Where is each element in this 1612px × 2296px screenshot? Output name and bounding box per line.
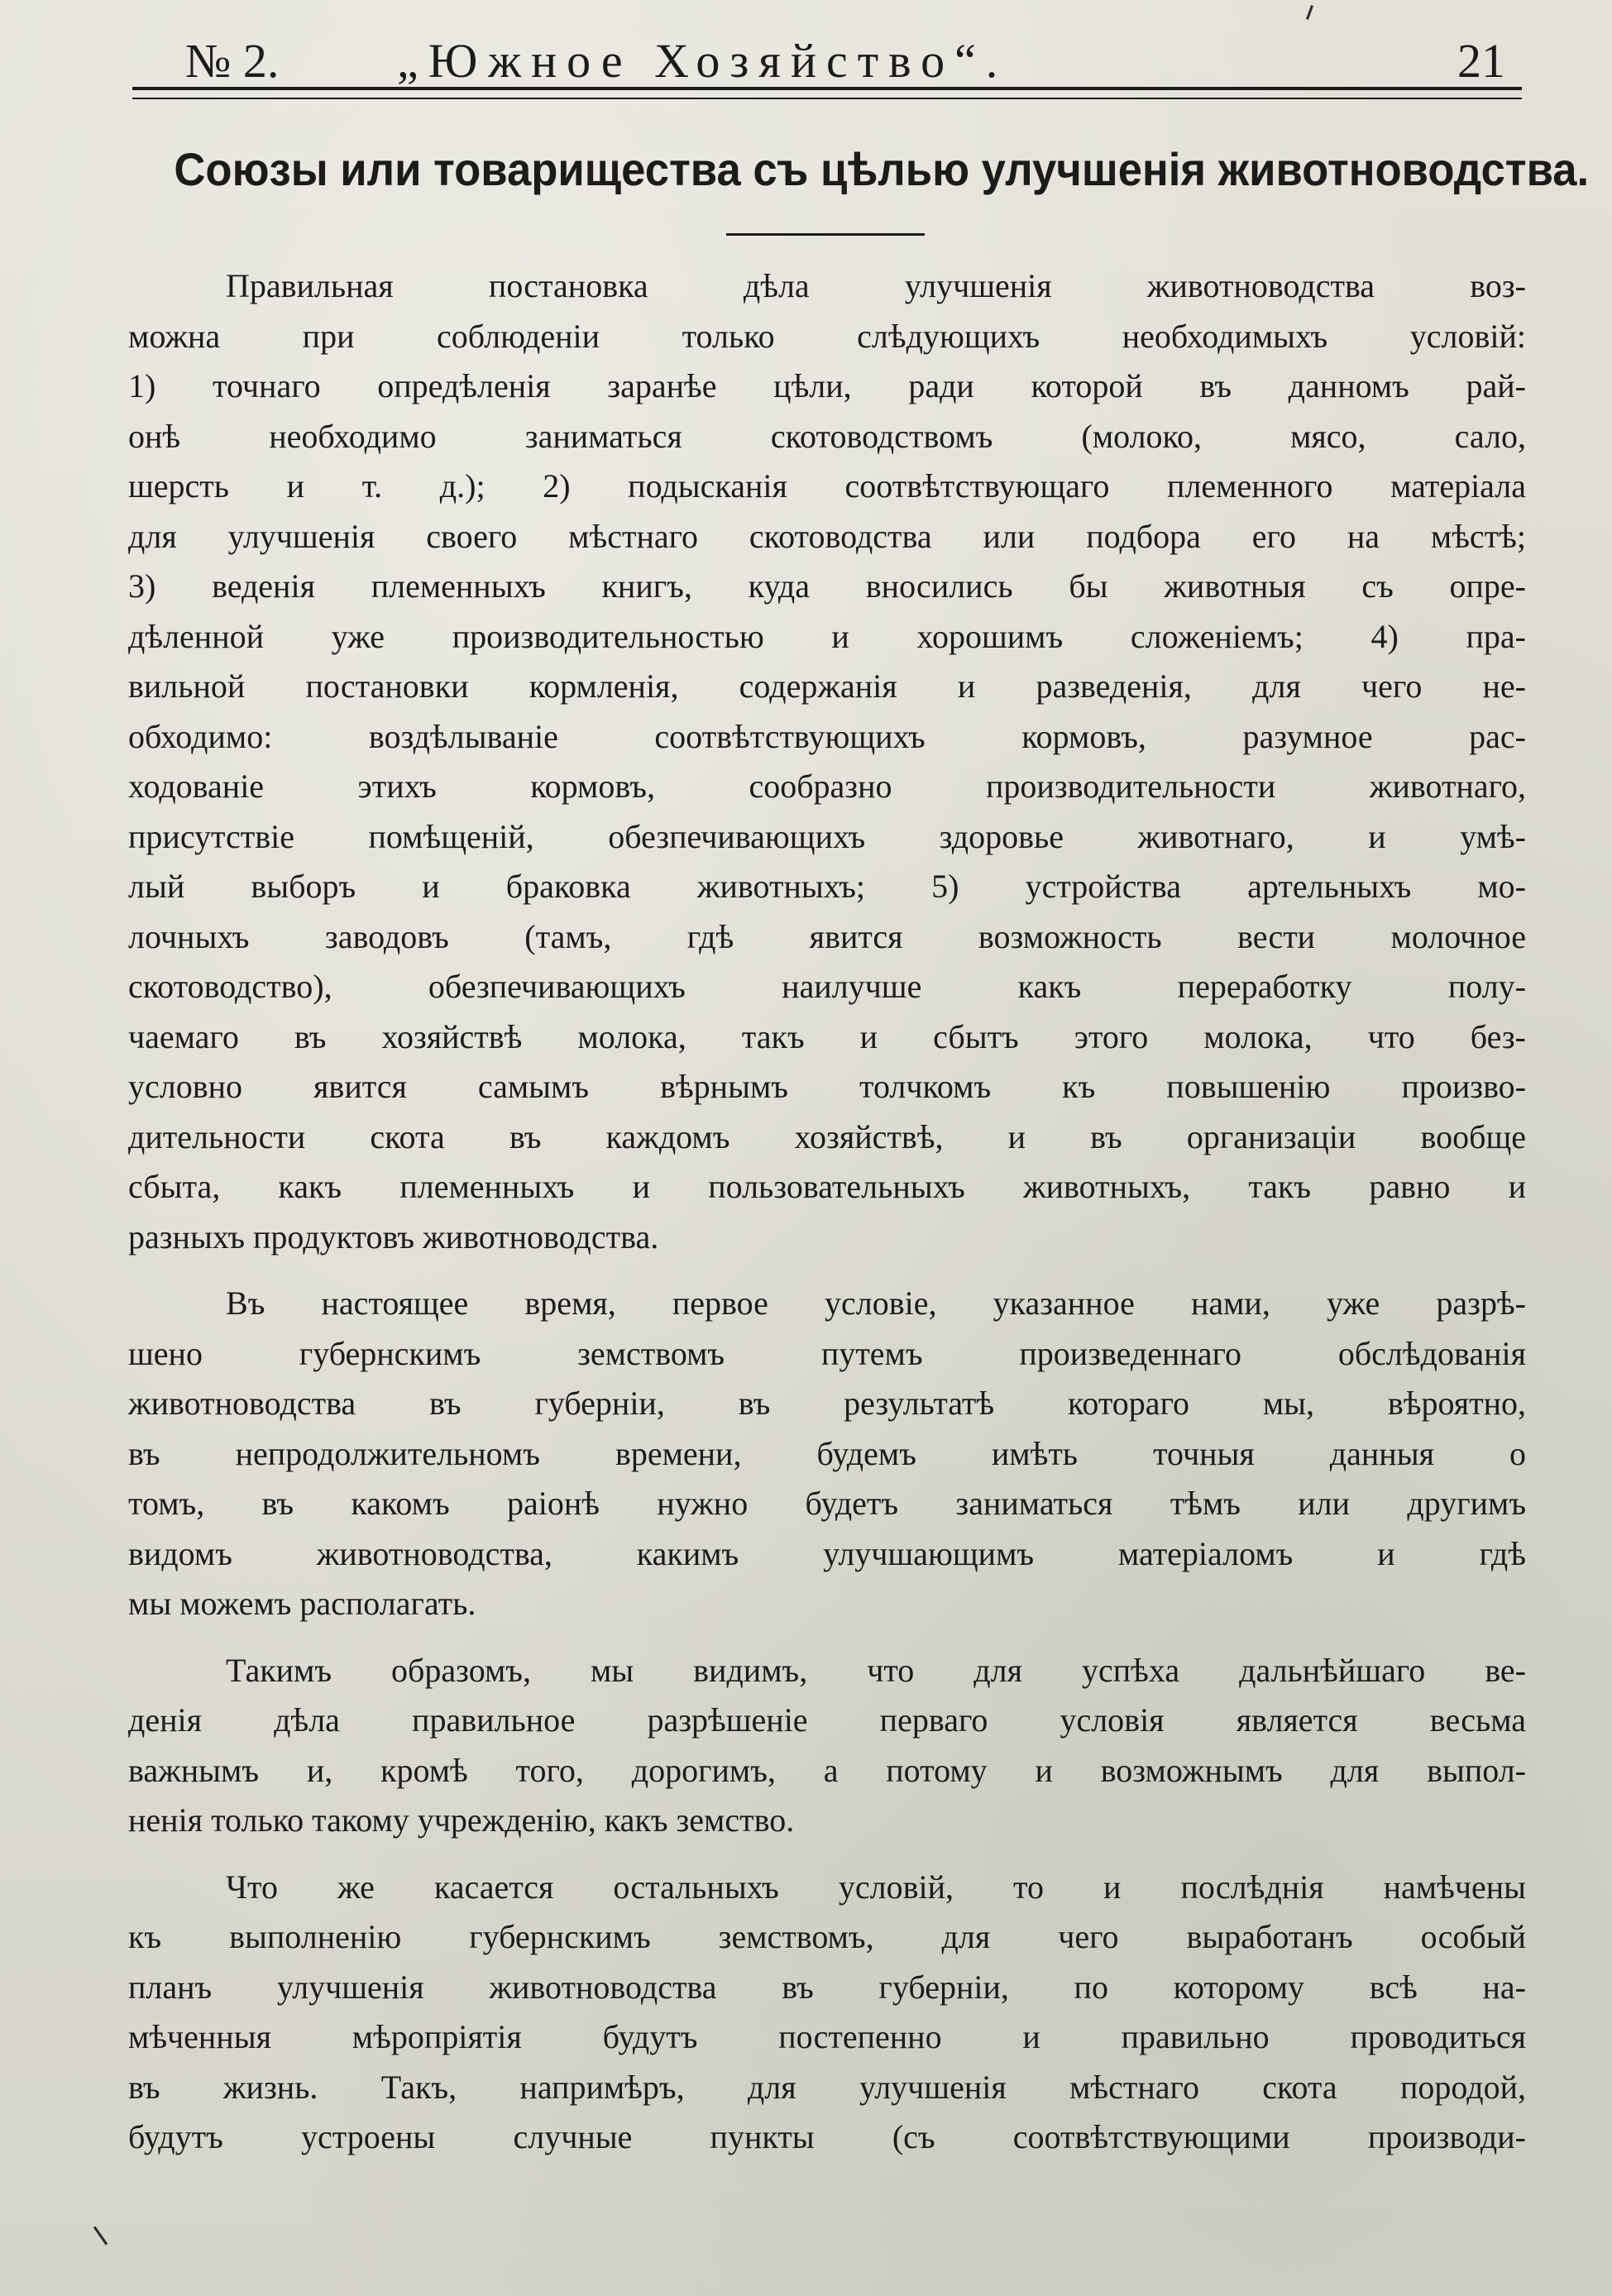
text-line: къ выполненію губернскимъ земствомъ, для чего выработанъ особый [128, 1918, 1526, 1955]
text-line: важнымъ и, кромѣ того, дорогимъ, а потому и возможнымъ для выпол- [128, 1751, 1526, 1789]
text-line: для улучшенія своего мѣстнаго скотоводства или подбора его на мѣстѣ; [128, 517, 1526, 555]
text-line: въ непродолжительномъ времени, будемъ имѣть точныя данныя о [128, 1434, 1526, 1472]
text-line: Такимъ образомъ, мы видимъ, что для успѣха дальнѣйшаго ве- [226, 1651, 1526, 1689]
text-line: онѣ необходимо заниматься скотоводствомъ (молоко, мясо, сало, [128, 417, 1526, 455]
text-line: присутствіе помѣщеній, обезпечивающихъ здоровье животнаго, и умѣ- [128, 817, 1526, 855]
title-divider [726, 233, 925, 236]
text-line: чаемаго въ хозяйствѣ молока, такъ и сбытъ этого молока, что без- [128, 1017, 1526, 1055]
text-line: скотоводство), обезпечивающихъ наилучше какъ переработку полу- [128, 968, 1526, 1005]
paragraph [128, 1646, 1526, 1846]
text-line: планъ улучшенія животноводства въ губерніи, по которому всѣ на- [128, 1968, 1526, 2006]
text-line: мы можемъ располагать. [128, 1585, 476, 1622]
text-line: томъ, въ какомъ раіонѣ нужно будетъ заниматься тѣмъ или другимъ [128, 1485, 1526, 1522]
text-line: обходимо: воздѣлываніе соотвѣтствующихъ кормовъ, разумное рас- [128, 717, 1526, 755]
paragraph [128, 1279, 1526, 1629]
text-line: лый выборъ и браковка животныхъ; 5) устройства артельныхъ мо- [128, 868, 1526, 905]
text-line: 3) веденія племенныхъ книгъ, куда вносились бы животныя съ опре- [128, 567, 1526, 605]
text-line: будутъ устроены случные пункты (съ соотвѣтствующими производи- [128, 2118, 1526, 2155]
issue-number: № 2. [185, 34, 280, 88]
scan-speck [93, 2226, 108, 2245]
text-line: въ жизнь. Такъ, напримѣръ, для улучшенія мѣстнаго скота породой, [128, 2068, 1526, 2106]
text-line: условно явится самымъ вѣрнымъ толчкомъ къ повышенію произво- [128, 1068, 1526, 1105]
text-line: дѣленной уже производительностью и хорошимъ сложеніемъ; 4) пра- [128, 617, 1526, 655]
text-line: лочныхъ заводовъ (тамъ, гдѣ явится возможность вести молочное [128, 917, 1526, 955]
page-number: 21 [1457, 34, 1505, 88]
text-line: 1) точнаго опредѣленія заранѣе цѣли, ради которой въ данномъ рай- [128, 367, 1526, 404]
text-line: Въ настоящее время, первое условіе, указанное нами, уже разрѣ- [226, 1284, 1526, 1322]
paragraph [128, 1863, 1526, 2163]
text-line: животноводства въ губерніи, въ результатѣ котораго мы, вѣроятно, [128, 1385, 1526, 1422]
text-line: ходованіе этихъ кормовъ, сообразно производительности животнаго, [128, 768, 1526, 805]
text-line: Что же касается остальныхъ условій, то и послѣднія намѣчены [226, 1868, 1526, 1906]
header-double-rule [132, 87, 1522, 99]
text-line: вильной постановки кормленія, содержанія и разведенія, для чего не- [128, 667, 1526, 705]
paragraph [128, 261, 1526, 1262]
text-line: разныхъ продуктовъ животноводства. [128, 1217, 659, 1256]
article-body [128, 261, 1526, 2163]
text-line: шено губернскимъ земствомъ путемъ произведеннаго обслѣдованія [128, 1334, 1526, 1372]
journal-title: „Южное Хозяйство“. [397, 34, 1008, 88]
text-line: можна при соблюденіи только слѣдующихъ необходимыхъ условій: [128, 317, 1526, 355]
text-line: сбыта, какъ племенныхъ и пользовательныхъ животныхъ, такъ равно и [128, 1168, 1526, 1205]
text-line: видомъ животноводства, какимъ улучшающимъ матеріаломъ и гдѣ [128, 1534, 1526, 1572]
text-line: мѣченныя мѣропріятія будутъ постепенно и правильно проводиться [128, 2018, 1526, 2055]
text-line: шерсть и т. д.); 2) подысканія соотвѣтствующаго племенного матеріала [128, 467, 1526, 505]
running-header [132, 23, 1522, 99]
text-line: денія дѣла правильное разрѣшеніе перваго условія является весьма [128, 1701, 1526, 1739]
scan-speck [1306, 5, 1313, 20]
text-line: Правильная постановка дѣла улучшенія животноводства воз- [226, 267, 1526, 304]
article-title: Союзы или товарищества съ цѣлью улучшенія животноводства. [174, 143, 1590, 195]
text-line: ненія только такому учрежденію, какъ земство. [128, 1801, 795, 1839]
text-line: дительности скота въ каждомъ хозяйствѣ, и въ организаціи вообще [128, 1117, 1526, 1155]
